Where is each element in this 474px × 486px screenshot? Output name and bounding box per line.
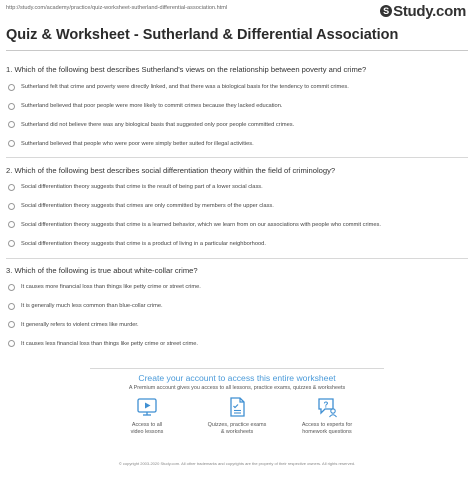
radio-button[interactable]	[8, 340, 15, 347]
answer-text: It causes less financial loss than things like petty crime or street crime.	[21, 340, 199, 347]
answer-option[interactable]	[6, 334, 468, 353]
answer-text: Sutherland believed that poor people were more likely to commit crimes because they lacked education.	[21, 103, 283, 110]
answer-option[interactable]	[6, 297, 468, 316]
question-1: 1. Which of the following best describes Sutherland's views on the relationship between poverty and crime?	[6, 65, 367, 74]
answer-option[interactable]	[6, 116, 468, 135]
title-divider	[6, 50, 468, 51]
answer-text: Sutherland did not believe there was any biological basis that suggested only poor people committed crimes.	[21, 121, 295, 128]
logo-text: Study.com	[393, 2, 466, 20]
answer-option[interactable]	[6, 197, 468, 216]
page-url: http://study.com/academy/practice/quiz-worksheet-sutherland-differential-association.html	[6, 5, 228, 11]
svg-text:?: ?	[323, 400, 329, 410]
answer-option[interactable]	[6, 278, 468, 297]
copyright-footer: © copyright 2003-2020 Study.com. All other trademarks and copyrights are the property of their respective owners. All rights reserved.	[118, 461, 356, 466]
answer-option[interactable]	[6, 234, 468, 253]
answer-text: Social differentiation theory suggests that crime is the result of being part of a lower social class.	[21, 184, 263, 191]
feature-quizzes	[192, 396, 282, 436]
promo-subtitle: A Premium account gives you access to all lessons, practice exams, quizzes & worksheets	[128, 385, 346, 391]
radio-button[interactable]	[8, 321, 15, 328]
answer-option[interactable]	[6, 78, 468, 97]
radio-button[interactable]	[8, 121, 15, 128]
premium-promo	[0, 368, 474, 460]
radio-button[interactable]	[8, 240, 15, 247]
study-logo	[380, 1, 466, 21]
answer-text: Social differentiation theory suggests that crime is a learned behavior, which we learn from on our associations with people who commit crimes.	[21, 221, 381, 228]
radio-button[interactable]	[8, 84, 15, 91]
answer-text: Sutherland felt that crime and poverty were directly linked, and that there was a biological basis for the tendency to commit crimes.	[21, 84, 349, 91]
quiz-document-icon	[226, 396, 248, 418]
feature-video-lessons	[102, 396, 192, 436]
answer-option[interactable]	[6, 97, 468, 116]
expert-question-icon	[316, 396, 338, 418]
video-play-icon	[136, 396, 158, 418]
page-header	[0, 0, 474, 22]
answer-text: Sutherland believed that people who were poor were simply better suited for illegal activities.	[21, 140, 254, 147]
feature-video-text: Access to all video lessons	[130, 422, 164, 435]
question-2-options	[6, 178, 468, 253]
create-account-link[interactable]: Create your account to access this entire worksheet	[138, 373, 336, 383]
promo-divider	[90, 368, 384, 369]
question-divider	[6, 157, 468, 158]
radio-button[interactable]	[8, 303, 15, 310]
answer-text: It generally refers to violent crimes like murder.	[21, 321, 139, 328]
radio-button[interactable]	[8, 184, 15, 191]
page-title: Quiz & Worksheet - Sutherland & Differential Association	[6, 27, 399, 43]
radio-button[interactable]	[8, 221, 15, 228]
question-2: 2. Which of the following best describes social differentiation theory within the field of criminology?	[6, 166, 336, 175]
question-3: 3. Which of the following is true about white-collar crime?	[6, 266, 198, 275]
question-3-options	[6, 278, 468, 353]
logo-mark: S	[380, 5, 392, 17]
question-1-options	[6, 78, 468, 153]
feature-experts-text: Access to experts for homework questions	[301, 422, 353, 435]
answer-text: It causes more financial loss than things like petty crime or street crime.	[21, 284, 201, 291]
answer-option[interactable]	[6, 178, 468, 197]
answer-text: It is generally much less common than blue-collar crime.	[21, 303, 163, 310]
answer-option[interactable]	[6, 316, 468, 335]
radio-button[interactable]	[8, 140, 15, 147]
radio-button[interactable]	[8, 203, 15, 210]
feature-quizzes-text: Quizzes, practice exams & worksheets	[207, 422, 267, 435]
feature-experts	[282, 396, 372, 436]
question-divider	[6, 258, 468, 259]
answer-text: Social differentiation theory suggests that crime is a product of living in a particular neighborhood.	[21, 240, 266, 247]
radio-button[interactable]	[8, 284, 15, 291]
radio-button[interactable]	[8, 103, 15, 110]
answer-text: Social differentiation theory suggests that crimes are only committed by members of the upper class.	[21, 203, 274, 210]
answer-option[interactable]	[6, 216, 468, 235]
answer-option[interactable]	[6, 134, 468, 153]
